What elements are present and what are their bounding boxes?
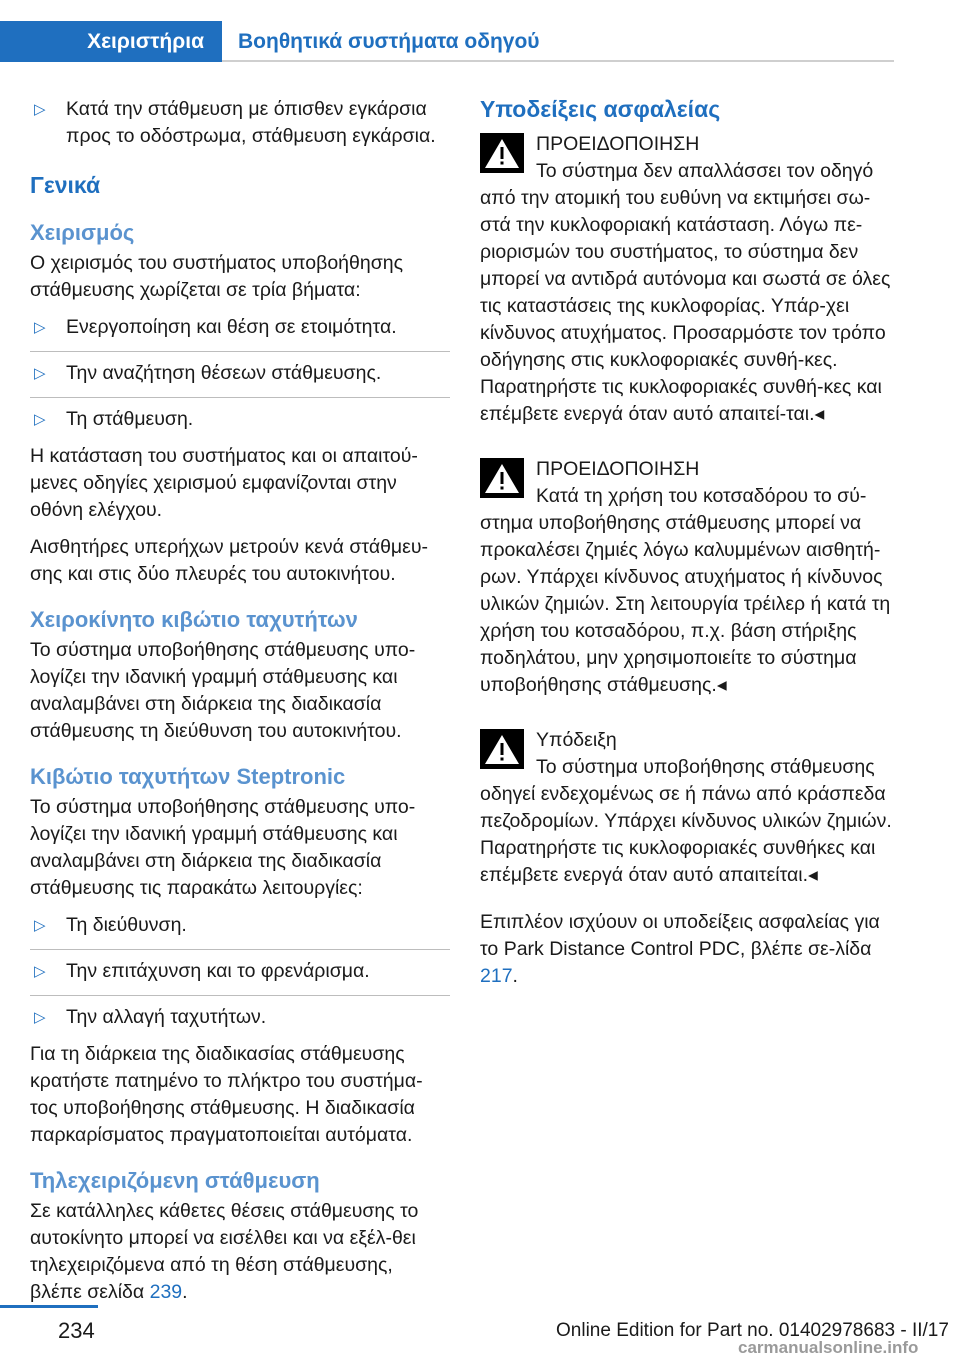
list-divider xyxy=(30,995,450,996)
list-item xyxy=(30,360,450,387)
list-divider xyxy=(30,949,450,950)
remote-text-body: Σε κατάλληλες κάθετες θέσεις στάθμευσης το αυτοκίνητο μπορεί να εισέλθει και να εξέλ-θει τηλεχειριζόμενα από τη θέση στάθμευσης, βλέπε σελίδα xyxy=(30,1200,419,1303)
manual-text: Το σύστημα υποβοήθησης στάθμευσης υπο-λογίζει την ιδανική γραμμή στάθμευσης και αναλαμβάνει στη διάρκεια της διαδικασία στάθμευσης τη διεύθυνση του αυτοκινήτου. xyxy=(30,639,416,742)
warning-block xyxy=(480,131,900,428)
remote-text xyxy=(30,1198,450,1306)
list-item-text: Την επιτάχυνση και το φρενάρισμα. xyxy=(66,960,370,982)
triangle-right-icon: ▷ xyxy=(34,1009,46,1026)
warning-text: Κατά τη χρήση του κοτσαδόρου το σύ-στημα υποβοήθησης στάθμευσης μπορεί να προκαλέσει ζημιές λόγω καλυμμένων αισθητή-ρων. Υπάρχει κίνδυνος ατυχήματος ή κίνδυνος υλικών ζημιών. Στη λειτουργία τρέιλερ ή κατά τη χρήση του κοτσαδόρου, π.χ. βάση στήριξης ποδηλάτου, μην χρησιμοποιείτε το σύστημα υποβοήθησης στάθμευσης.◂ xyxy=(480,485,891,696)
page-link-239[interactable]: 239 xyxy=(149,1281,183,1303)
list-item xyxy=(30,314,450,341)
list-item xyxy=(30,958,450,985)
page-number: 234 xyxy=(58,1318,95,1343)
list-item xyxy=(30,406,450,433)
list-item-text: Την αναζήτηση θέσεων στάθμευσης. xyxy=(66,362,382,384)
triangle-right-icon: ▷ xyxy=(34,963,46,980)
subheading-manual-gearbox: Χειροκίνητο κιβώτιο ταχυτήτων xyxy=(30,607,358,632)
right-column xyxy=(480,96,900,1000)
watermark: carmanualsonline.info xyxy=(738,1338,919,1357)
warning-title: ΠΡΟΕΙΔΟΠΟΙΗΣΗ xyxy=(536,458,700,480)
tab-driver-assistance[interactable]: Βοηθητικά συστήματα οδηγού xyxy=(238,29,540,53)
list-item xyxy=(30,96,450,150)
list-item-text: Τη διεύθυνση. xyxy=(66,914,187,936)
warning-triangle-icon xyxy=(480,458,524,498)
note-block xyxy=(480,727,900,889)
footer-rule xyxy=(0,1305,98,1308)
subheading-operation: Χειρισμός xyxy=(30,220,135,245)
heading-general: Γενικά xyxy=(30,172,101,198)
left-column xyxy=(30,96,450,1316)
warning-title: ΠΡΟΕΙΔΟΠΟΙΗΣΗ xyxy=(536,133,700,155)
header-divider xyxy=(222,60,894,62)
list-item-text: Ενεργοποίηση και θέση σε ετοιμότητα. xyxy=(66,316,397,338)
operation-text: Ο χειρισμός του συστήματος υποβοήθησης στάθμευσης χωρίζεται σε τρία βήματα: xyxy=(30,252,403,301)
remote-text-end: . xyxy=(182,1281,188,1303)
triangle-right-icon: ▷ xyxy=(34,411,46,428)
note-text: Το σύστημα υποβοήθησης στάθμευσης οδηγεί ενδεχομένως σε ή πάνω από κράσπεδα πεζοδρομίων. Υπάρχει κίνδυνος υλικών ζημιών. Παρατηρήστε τις κυκλοφοριακές συνθήκες και επέμβετε ενεργά όταν αυτό απαιτείται.◂ xyxy=(480,756,892,886)
triangle-right-icon: ▷ xyxy=(34,917,46,934)
status-text: Η κατάσταση του συστήματος και οι απαιτού-μενες οδηγίες χειρισμού εμφανίζονται στην οθόνη ελέγχου. xyxy=(30,445,418,521)
list-item xyxy=(30,1004,450,1031)
list-item xyxy=(30,912,450,939)
subheading-steptronic: Κιβώτιο ταχυτήτων Steptronic xyxy=(30,764,346,789)
edition-text: Online Edition for Part no. 01402978683 - II/17 xyxy=(556,1320,949,1341)
list-item-text: Την αλλαγή ταχυτήτων. xyxy=(66,1006,267,1028)
pdc-text-end: . xyxy=(512,965,518,987)
warning-triangle-icon xyxy=(480,729,524,769)
steptronic-text: Το σύστημα υποβοήθησης στάθμευσης υπο-λογίζει την ιδανική γραμμή στάθμευσης και αναλαμβάνει στη διάρκεια της διαδικασία στάθμευσης τις παρακάτω λειτουργίες: xyxy=(30,796,416,899)
list-divider xyxy=(30,351,450,352)
note-title: Υπόδειξη xyxy=(536,729,617,751)
page-header xyxy=(0,0,960,62)
sensor-text: Αισθητήρες υπερήχων μετρούν κενά στάθμευ-σης και στις δύο πλευρές του αυτοκινήτου. xyxy=(30,536,429,585)
list-item-text: Κατά την στάθμευση με όπισθεν εγκάρσια προς το οδόστρωμα, στάθμευση εγκάρσια. xyxy=(66,98,436,147)
warning-triangle-icon xyxy=(480,133,524,173)
tab-controls[interactable]: Χειριστήρια xyxy=(0,21,222,62)
heading-safety-notes: Υποδείξεις ασφαλείας xyxy=(480,96,721,122)
subheading-remote-parking: Τηλεχειριζόμενη στάθμευση xyxy=(30,1168,320,1193)
pdc-text-body: Επιπλέον ισχύουν οι υποδείξεις ασφαλείας για το Park Distance Control PDC, βλέπε σε-λίδα xyxy=(480,911,880,960)
triangle-right-icon: ▷ xyxy=(34,365,46,382)
list-item-text: Τη στάθμευση. xyxy=(66,408,194,430)
list-divider xyxy=(30,397,450,398)
warning-text: Το σύστημα δεν απαλλάσσει τον οδηγό από την ατομική του ευθύνη να εκτιμήσει σω-στά την κυκλοφοριακή κατάσταση. Λόγω πε-ριορισμών του συστήματος, το σύστημα δεν μπορεί να αντιδρά αυτόνομα και σωστά σε όλες τις καταστάσεις της κυκλοφορίας. Υπάρ-χει κίνδυνος ατυχήματος. Προσαρμόστε τον τρόπο οδήγησης στις κυκλοφοριακές συνθή-κες. Παρατηρήστε τις κυκλοφοριακές συνθή-κες και επέμβετε ενεργά όταν αυτό απαιτεί-ται.◂ xyxy=(480,160,891,425)
hold-button-text: Για τη διάρκεια της διαδικασίας στάθμευσης κρατήστε πατημένο το πλήκτρο του συστήμα-τος υποβοήθησης στάθμευσης. Η διαδικασία παρκαρίσματος πραγματοποιείται αυτόματα. xyxy=(30,1043,423,1146)
triangle-right-icon: ▷ xyxy=(34,101,46,118)
page-link-217[interactable]: 217 xyxy=(480,965,513,987)
triangle-right-icon: ▷ xyxy=(34,319,46,336)
pdc-text xyxy=(480,909,900,990)
warning-block xyxy=(480,456,900,699)
